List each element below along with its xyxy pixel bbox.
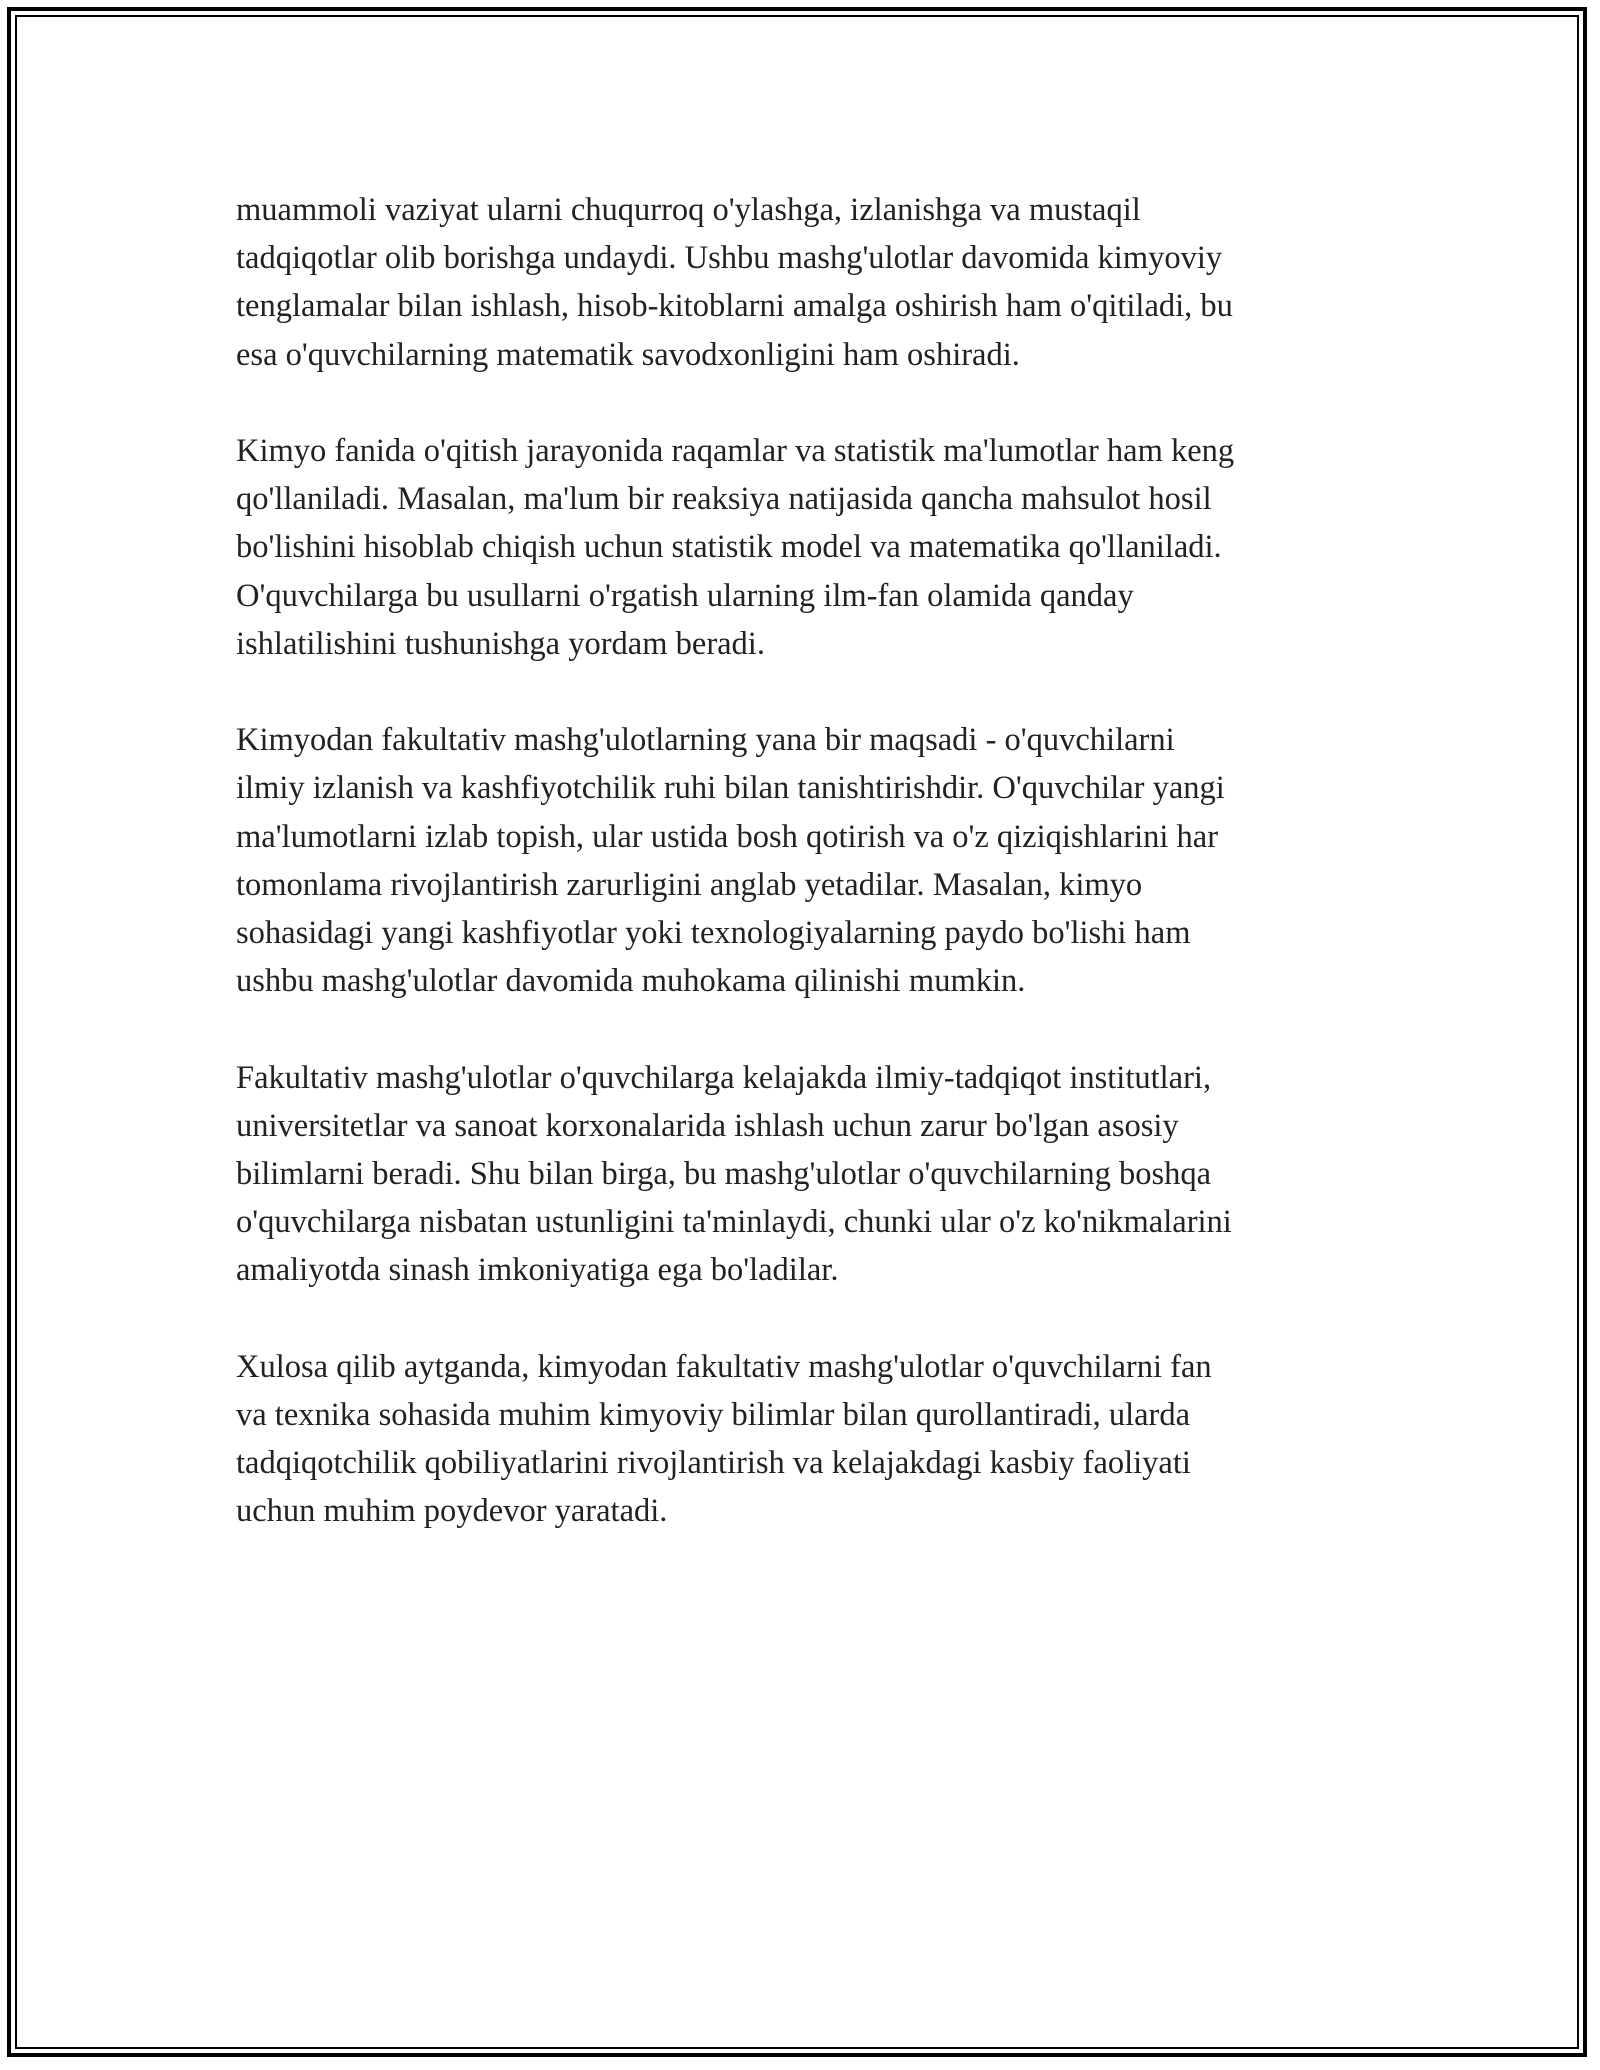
text-line: tadqiqotchilik qobiliyatlarini rivojlantirish va kelajakdagi kasbiy faoliyati [236,1445,1191,1482]
text-line: qo'llaniladi. Masalan, ma'lum bir reaksiya natijasida qancha mahsulot hosil [236,481,1212,518]
paragraph-3 [236,716,1376,1005]
text-line: universitetlar va sanoat korxonalarida ishlash uchun zarur bo'lgan asosiy [236,1107,1179,1144]
text-line: ishlatilishini tushunishga yordam beradi. [236,625,765,662]
text-line: tomonlama rivojlantirish zarurligini anglab yetadilar. Masalan, kimyo [236,866,1143,903]
text-line: bo'lishini hisoblab chiqish uchun statistik model va matematika qo'llaniladi. [236,529,1222,566]
text-line: tenglamalar bilan ishlash, hisob-kitoblarni amalga oshirish ham o'qitiladi, bu [236,288,1233,325]
text-line: o'quvchilarga nisbatan ustunligini ta'minlaydi, chunki ular o'z ko'nikmalarini [236,1204,1232,1241]
text-line: uchun muhim poydevor yaratadi. [236,1493,668,1530]
text-line: bilimlarni beradi. Shu bilan birga, bu mashg'ulotlar o'quvchilarning boshqa [236,1156,1212,1193]
text-line: Xulosa qilib aytganda, kimyodan fakultativ mashg'ulotlar o'quvchilarni fan [236,1348,1212,1385]
text-line: va texnika sohasida muhim kimyoviy bilimlar bilan qurollantiradi, ularda [236,1397,1191,1434]
text-line: ushbu mashg'ulotlar davomida muhokama qilinishi mumkin. [236,963,1026,1000]
text-line: esa o'quvchilarning matematik savodxonligini ham oshiradi. [236,336,1020,373]
paragraph-4 [236,1054,1376,1295]
text-line: Fakultativ mashg'ulotlar o'quvchilarga kelajakda ilmiy-tadqiqot institutlari, [236,1059,1212,1096]
text-line: sohasidagi yangi kashfiyotlar yoki texnologiyalarning paydo bo'lishi ham [236,915,1191,952]
text-line: ilmiy izlanish va kashfiyotchilik ruhi bilan tanishtirishdir. O'quvchilar yangi [236,770,1225,807]
text-line: muammoli vaziyat ularni chuqurroq o'ylashga, izlanishga va mustaqil [236,192,1141,228]
paragraph-2 [236,427,1376,668]
document-body [236,186,1376,1584]
text-line: Kimyo fanida o'qitish jarayonida raqamlar va statistik ma'lumotlar ham keng [236,433,1235,469]
text-line: O'quvchilarga bu usullarni o'rgatish ularning ilm-fan olamida qanday [236,577,1134,614]
text-line: amaliyotda sinash imkoniyatiga ega bo'ladilar. [236,1252,839,1289]
text-line: tadqiqotlar olib borishga undaydi. Ushbu mashg'ulotlar davomida kimyoviy [236,240,1223,277]
text-line: ma'lumotlarni izlab topish, ular ustida bosh qotirish va o'z qiziqishlarini har [236,818,1219,855]
paragraph-5 [236,1343,1376,1536]
paragraph-1 [236,186,1376,379]
text-line: Kimyodan fakultativ mashg'ulotlarning yana bir maqsadi - o'quvchilarni [236,722,1175,759]
